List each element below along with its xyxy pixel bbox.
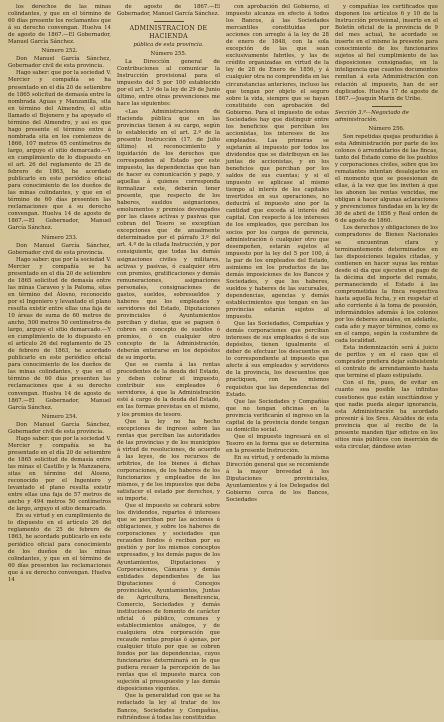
paragraph: Hago saber: que por la sociedad V. Mercier y compañía se ha presentado en el día 20 de setiembre de 1865 solicitud de demasía entre las minas el Castillo y la Manzanera, sitas en término del Álosno, reconocido por el Ingeniero y levantado el plano resulta existir entre ellas una faja de 57 metros de ancho y 494 metros 50 centímetros de largo, arguyo el sitio demarcado. (8, 435, 111, 513)
paragraph: Que el impuesto ingresará en el Tesoro en la forma que se determina en la presente Instrucción. (226, 433, 329, 454)
paragraph: Son repetidas quejas producidas á esta Administración por parte de los colonos ó arrendatarios de las fincas, tanto del Estado como de los pueblos y corporaciones civiles, sobre que los rematantes intentan desalojarlos en el momento que se posesionan de ellas, á la vez que les inviten á que les abonen las rentas vencidas, me obligan á hacer algunas aclaraciones y prevenciones fundadas en la ley de 30 de abril de 1856 y Real orden de 6 de agosto de 1860. (335, 133, 438, 225)
paragraph: Que la generalidad con que se ha redactado la ley al tratar de los Bancos, Sociedades y Compañías, refiriéndose á todas las constituidas (117, 693, 220, 721)
paragraph: Que las Sociedades y Compañías que no tengan oficinas en la provincia verificarán el ingreso en la capital de la provincia donde tengan su domicilio social. (226, 398, 329, 433)
paragraph: Que la ley no ha hecho excepciones de ingreso sobre las rentas que perciban las autoridades de las provincias y de los municipios á virtud de resoluciones, de acuerdo á las leyes, de los recursos de arbitrios, de los bienes á dichas corporaciones, de los haberes de los funcionarios y empleados de los mismos, y de los impuestos que deba satisfacer el estado por derechos, y su importe. (117, 418, 220, 503)
notice-number: Número 254. (41, 413, 78, 420)
notice-number: Número 253. (41, 234, 78, 241)
section-label: Sección 3.ª—Negociado de administración. (335, 109, 409, 123)
paragraph: En su virtud, y ordenado la misma Dirección general que se recomiende á la mayor brevedad á los Diputaciones provinciales, Ayuntamientos y á los Delegados del Gobierno cerca de los Bancos, Sociedades (226, 455, 329, 504)
section-divider (154, 21, 184, 22)
paragraph: Que las Sociedades, Compañías y demás corporaciones que perciban intereses de sus empleados ó de sus depósitos, tienen igualmente el deber de efectuar los descuentos en lo correspondiente al impuesto que afecte á sus empleados y servidores de la provincia, los descuentos que practiquen, con los mismos requisitos que las dependencias del Estado. (226, 321, 329, 398)
paragraph: Don Manuel García Sánchez, Gobernador civil de esta provincia. (8, 242, 111, 256)
paragraph: los derechos de las minas colindantes, y que en el término de 60 días presente los reclamantes que á su derecho convengan. Huelva 14 de agosto de 1867.—El Gobernador, Manuel García Sánchez. (8, 4, 111, 46)
paragraph: Esta indemnización será á juicio de peritos y en el caso que el comprador prefiera dejar subsistente el contrato de arrendamiento hasta que termine el plazo estipulado. (335, 345, 438, 380)
paragraph: con aprobación del Gobierno, el impuesto alcanza en efecto á todos los Bancos, á las Sociedades mercantiles constituidas por acciones con arreglo á la ley de 28 de enero de 1848, con la sola excepción de las que sean exclusivamente fabriles, y las de crédito organizadas en virtud de la ley de 28 de Enero de 1856, y á cualquier otra no comprendida en las circunstancias anteriores, incluso las que tengan por objeto el seguro sobre la vida, siempre que se hayan constituido con aprobación del Gobierno. Para el impuesto de estas Sociedades hay que distinguir entre los beneficios que perciban los accionistas, los intereses de los empleados. Las primeras se sujetarán al impuesto por todos los dividendos que se distribuyan en las juntas de accionistas, y en los beneficios que perciban por los saldos de sus cuentas; y si el impuesto se aplicase al mismo tiempo al interés de los capitales invertidos en sus operaciones, no deducirá el impuesto sino por la cantidad que exceda al interés del capital. Con respecto á los intereses de los empleados, que perciban los socios por los cargos de gerencia, administración ó cualquier otro que desempeñen, estarán sujetos al impuesto por la ley del 5 por 100, á la par de los empleados del Estado, asimismo en los productos de las demás imposiciones de los Bancos y Sociedades, y que los haberes, sueldos y haberes de las sucursales, dependencias, agencias y demás establecimientos que tengan en las provincias estarán sujetos al impuesto. (226, 4, 329, 321)
paragraph: de agosto de 1867.—El Gobernador, Manuel García Sánchez. (117, 4, 220, 18)
paragraph: Que se cuenta á las rentas procedentes de la deuda del Estado, y deben cobrar el impuesto, contribuir sus empleados ó servidores, á que la Administración esté á cargo de la deuda del Estado, en las formas previstas en el mismo, y los premios de tesoro. (117, 362, 220, 418)
section-divider (372, 106, 402, 107)
paragraph: «Las Administraciones de Hacienda pública que en las provincias tienen á su cargo, según lo establecido en el art. 2.º de la presente Instrucción (17. de Julio último) el reconocimiento y liquidación de los derechos que corresponden al Estado por este impuesto, las dependencias que han de hacer su comunicación y pago, y aquellas á quienes corresponda formalizar este, deberán tener presente, que respecto de los haberes, sueldos asignaciones, emolumentos y premios devengados por las clases activas y pasivas que cobran del Tesoro se exceptúan excepciones que de anualmente determinados por el párrafo 3.º del art. 4.º de la citada Instrucción, y por consiguiente, que todas las demás asignaciones civiles y militares, activas y pasivas, ó cualquier otro con premios, gratificaciones y demás remuneraciones, asignaciones personales, consignaciones de gastos, sueldos, sobresueldos y haberes que los empleados y servidores del Estado, Diputaciones provinciales ó Ayuntamientos perciban y dietas, que se paguen ó cobren en concepto de sueldos ó premios, ó en cualquier otro concepto de la Administración, deberán enterarse en los depósitos de su importe. (117, 108, 220, 362)
section-heading: ADMINISTRACION DE HACIENDA (129, 25, 208, 41)
column-3 (226, 4, 329, 640)
columns-container (8, 4, 438, 721)
paragraph: En su virtud y en cumplimiento de lo dispuesto en el artículo 26 del reglamento de 25 de febrero de 1863, he acordado publicarlo en este periódico oficial para conocimiento de los dueños de las minas colindantes, y que en el término de 60 días presenten las reclamaciones que á su derecho convengan. Huelva 14 (8, 513, 111, 583)
paragraph: y compañías los certificados que disponen los artículos 6 y 10 de la Instrucción provisional, inserto en el Boletín oficial de la provincia de 9 del mes actual, he acordado se inserte en el mismo la presente para conocimiento de los funcionarios sujetos al fiel cumplimiento de las disposiciones consignadas, en la inteligencia que cuantos documentos remitan á esta Administración con relación al impuesto, han de ser duplicados. Huelva 17 de agosto de 1867.—Joaquín Marín de Uribe. (335, 4, 438, 102)
paragraph: Que el impuesto se cobrará sobre los dividendos, repartos ó intereses que se perciban por las acciones ú obligaciones, y sobre los haberes de corporaciones y sociedades que recauden fondos ó reciban por su gestión y por los mismos conceptos expresados, y los demás pagos de los Ayuntamientos, Diputaciones y Corporaciones, Cámaras y demás entidades dependientes de las Diputaciones ó Concejos provinciales, Ayuntamientos, Juntas de Agricultura, Beneficencia, Comercio, Sociedades y demás instituciones de fomento de carácter oficial ó público, comunes y establecimientos análogos, y de cualquiera otra corporación que recaude rentas propias ó ajenas, por cualquier título por que se cobren fondos por las dependencias, cuyos funcionarios determinará en lo que pudiera recaer la percepción de las rentas que el impuesto marca con sujeción al presupuesto y las demás disposiciones vigentes. (117, 503, 220, 693)
notice-number: Número 256. (368, 125, 405, 132)
paragraph: Hago saber: que por la sociedad V. Mercier y compañía se ha presentado en el día 20 de setiembre de 1865 solicitud de demasía entre la nombrada Aguas y Manzanilla, sita en término del Almendro, el sitio llamado el Bojonero y ha apoyado el término del Almendro, y así es que hago presente el término entre á nombrada sita en los comienzos de 1866, 107 metros 65 centímetros de largo, arguyo el sitio demarcado.—Y en cumplimiento de lo dispuesto en el art. 26 del reglamento de 25 de febrero de 1863, he acordado publicarlo en este periódico oficial para conocimiento de los dueños de las minas colindantes, y que en el término de 60 días presenten las reclamaciones que á su derecho convengan. Huelva 14 de agosto de 1867.—El Gobernador, Manuel García Sánchez. (8, 70, 111, 232)
paragraph: Con el fin, pues, de evitar en cuanto sea posible las infinitas cuestiones que están suscitándose y que nadie pueda alegar ignorancia, esta Administración ha acordado prevenir á los Sres. Alcaldes de esta provincia que al recibo de la presente manden fijar edictos en los sitios más públicos con inserción de esta circular, dándose aviso (335, 380, 438, 450)
paragraph: Hago saber: que por la sociedad V. Mercier y compañía se ha presentado en el día 20 de setiembre de 1865 solicitud de demasía entre las minas Caraveo y la Paloma, sitas en término del Álosno, reconocido por el Ingeniero y levantado el plano resulta existir entre ellas una faja de 10 áreas de suma de 60 metros de ancho, 500 metros 50 centímetros de largo, arguyo el sitio demarcado.—Y en cumplimiento de lo dispuesto en el artículo 26 del reglamento de 25 de febrero de 1863, he acordado publicarlo en este periódico oficial para conocimiento de los dueños de las minas colindantes, y que en el término de 60 días presenten las reclamaciones que á su derecho convengan. Huelva 14 de agosto de 1867.—El Gobernador, Manuel García Sánchez. (8, 256, 111, 411)
paragraph: Don Manuel García Sánchez, Gobernador civil de esta provincia. (8, 421, 111, 435)
paragraph: La Dirección general de Contribuciones al comunicar la Instrucción provisional para el impuesto del 5 por 100 establecido por el art. 3.º de la ley de 29 de Junio último, entre otras prevenciones me hace las siguientes: (117, 59, 220, 108)
column-2 (117, 4, 220, 721)
column-1 (8, 4, 111, 640)
notice-number: Número 252. (41, 48, 78, 55)
column-4 (335, 4, 438, 640)
notice-number: Número 255. (150, 51, 187, 58)
paragraph: Don Manuel García Sánchez, Gobernador civil de esta provincia. (8, 56, 111, 70)
section-subheading: pública de esta provincia. (133, 42, 204, 49)
paragraph: Los derechos y obligaciones de los compradores de Bienes Nacionales se encuentran clara y terminantemente determinados en las disposiciones legales citadas, y contienen en hacer suyas las rentas desde el día que ejecuten el pago de la décima del importe del remate, permaneciendo el Estado á las comprometidas la finca respectiva hasta aquella fecha, y en respetar el año corriente á la toma de posesión, informándolos además á los colonos por los deberes anuales, en adelante, cada año y mayor términos, como es en el campo, según la costumbre de cada localidad. (335, 225, 438, 345)
